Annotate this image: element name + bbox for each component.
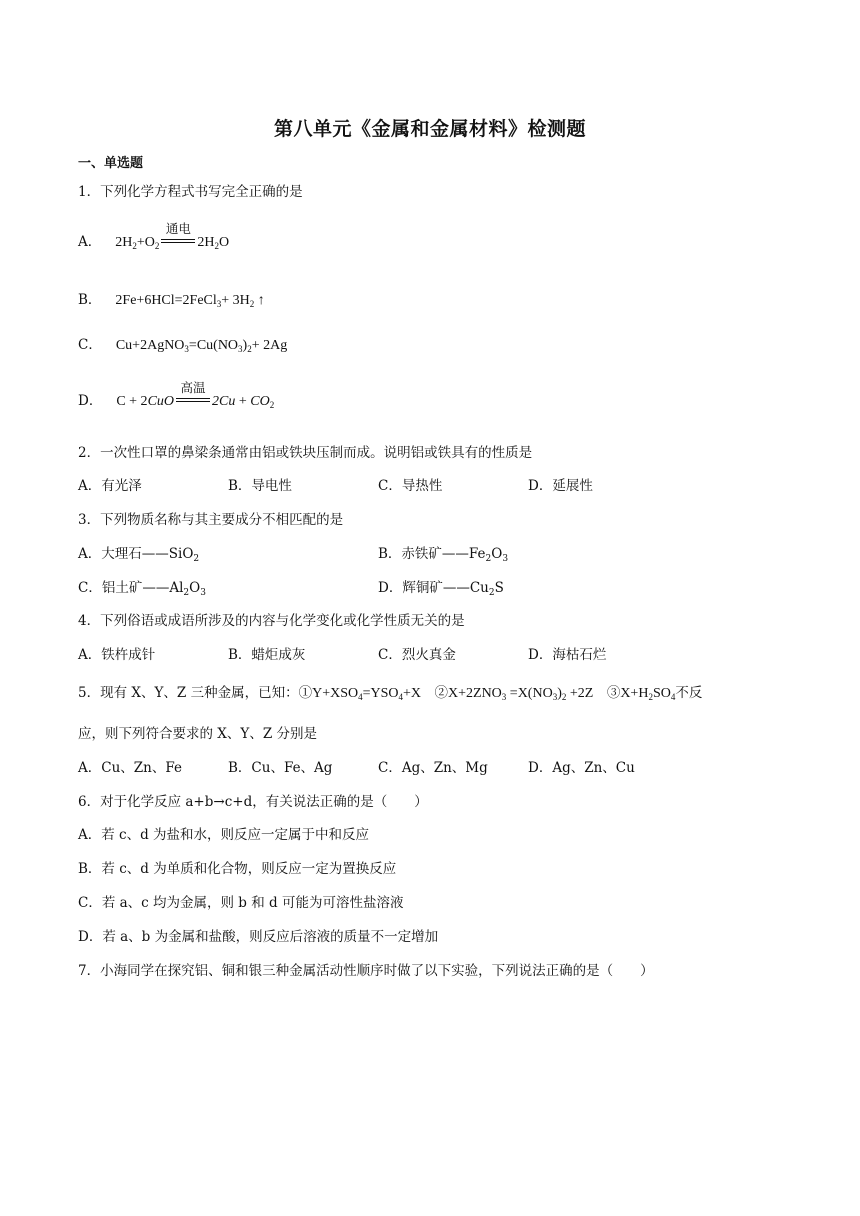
q1-option-a-label: A． [78, 234, 102, 250]
q1-option-a-equation: $2H_2+O_2$ 通电 $2H_2O$ [115, 221, 230, 251]
q5-stem: 5．现有 X、Y、Z 三种金属，已知：$①Y+XSO_4=YSO_4+X$ $②X+2ZNO_3 =X(NO_3)_2 +2Z$ $③X+H_2SO_4$不反 [78, 685, 703, 702]
q5-option-b[interactable]: B．Cu、Fe、Ag [228, 760, 333, 776]
q2-option-b[interactable]: B．导电性 [228, 478, 292, 494]
q4-option-b[interactable]: B．蜡炬成灰 [228, 647, 306, 663]
q2-option-d[interactable]: D．延展性 [528, 478, 593, 494]
q6-stem: 6．对于化学反应 a+b→c+d，有关说法正确的是（ ） [78, 794, 428, 810]
q1-a-condition [159, 221, 197, 251]
q1-d-condition-text: 高温 [180, 380, 206, 395]
q5-option-a[interactable]: A．Cu、Zn、Fe [78, 760, 182, 776]
q3-option-b[interactable]: B．赤铁矿$——Fe_2O_3$ [378, 546, 509, 564]
q1-option-d[interactable] [78, 380, 275, 410]
q1-option-c-label: C． [78, 337, 102, 353]
q4-option-d[interactable]: D．海枯石烂 [528, 647, 607, 663]
q4-option-c[interactable]: C．烈火真金 [378, 647, 456, 663]
q5-option-c[interactable]: C．Ag、Zn、Mg [378, 760, 488, 776]
q2-option-a[interactable]: A．有光泽 [78, 478, 142, 494]
q4-option-a[interactable]: A．铁杵成针 [78, 647, 156, 663]
page-title: 第八单元《金属和金属材料》检测题 [273, 118, 586, 140]
q3-option-a[interactable]: A．大理石——SiO$_2$ [78, 546, 200, 564]
q3-option-d[interactable]: D．辉铜矿$——Cu_2S$ [378, 580, 504, 598]
q1-option-c[interactable] [78, 333, 287, 354]
q1-option-b[interactable] [78, 288, 265, 309]
q2-stem: 2．一次性口罩的鼻梁条通常由铝或铁块压制而成。说明铝或铁具有的性质是 [78, 445, 533, 461]
q1-option-d-label: D． [78, 393, 103, 409]
q5-option-d[interactable]: D．Ag、Zn、Cu [528, 760, 635, 776]
q3-option-c[interactable]: C．铝土矿$——Al_2O_3$ [78, 580, 206, 598]
q1-option-b-label: B． [78, 292, 102, 308]
q7-stem: 7．小海同学在探究铝、铜和银三种金属活动性顺序时做了以下实验，下列说法正确的是（ ） [78, 963, 654, 979]
q1-stem: 1．下列化学方程式书写完全正确的是 [78, 184, 303, 200]
q1-option-a[interactable] [78, 221, 230, 251]
section-heading: 一、单选题 [78, 156, 144, 171]
q6-option-b[interactable]: B．若 c、d 为单质和化合物，则反应一定为置换反应 [78, 861, 397, 877]
q1-option-b-equation: 2Fe+6HCl=2FeCl$_3$+ $3H_2$ ↑ [115, 293, 265, 309]
q1-a-condition-text: 通电 [165, 221, 191, 236]
q1-d-condition [174, 380, 212, 410]
q6-option-c[interactable]: C．若 a、c 均为金属，则 b 和 d 可能为可溶性盐溶液 [78, 895, 404, 911]
q1-option-c-equation: $Cu+2AgNO_3=Cu(NO_3)_2+ 2Ag$ [115, 338, 288, 354]
q3-stem: 3．下列物质名称与其主要成分不相匹配的是 [78, 512, 344, 528]
q2-option-c[interactable]: C．导热性 [378, 478, 443, 494]
q5-stem-line2: 应，则下列符合要求的 X、Y、Z 分别是 [78, 726, 317, 742]
q6-option-d[interactable]: D．若 a、b 为金属和盐酸，则反应后溶液的质量不一定增加 [78, 929, 439, 945]
q1-option-d-equation: C + 2CuO 高温 $2Cu + CO_2$ [116, 380, 275, 410]
q6-option-a[interactable]: A．若 c、d 为盐和水，则反应一定属于中和反应 [78, 827, 370, 843]
q4-stem: 4．下列俗语或成语所涉及的内容与化学变化或化学性质无关的是 [78, 613, 465, 629]
